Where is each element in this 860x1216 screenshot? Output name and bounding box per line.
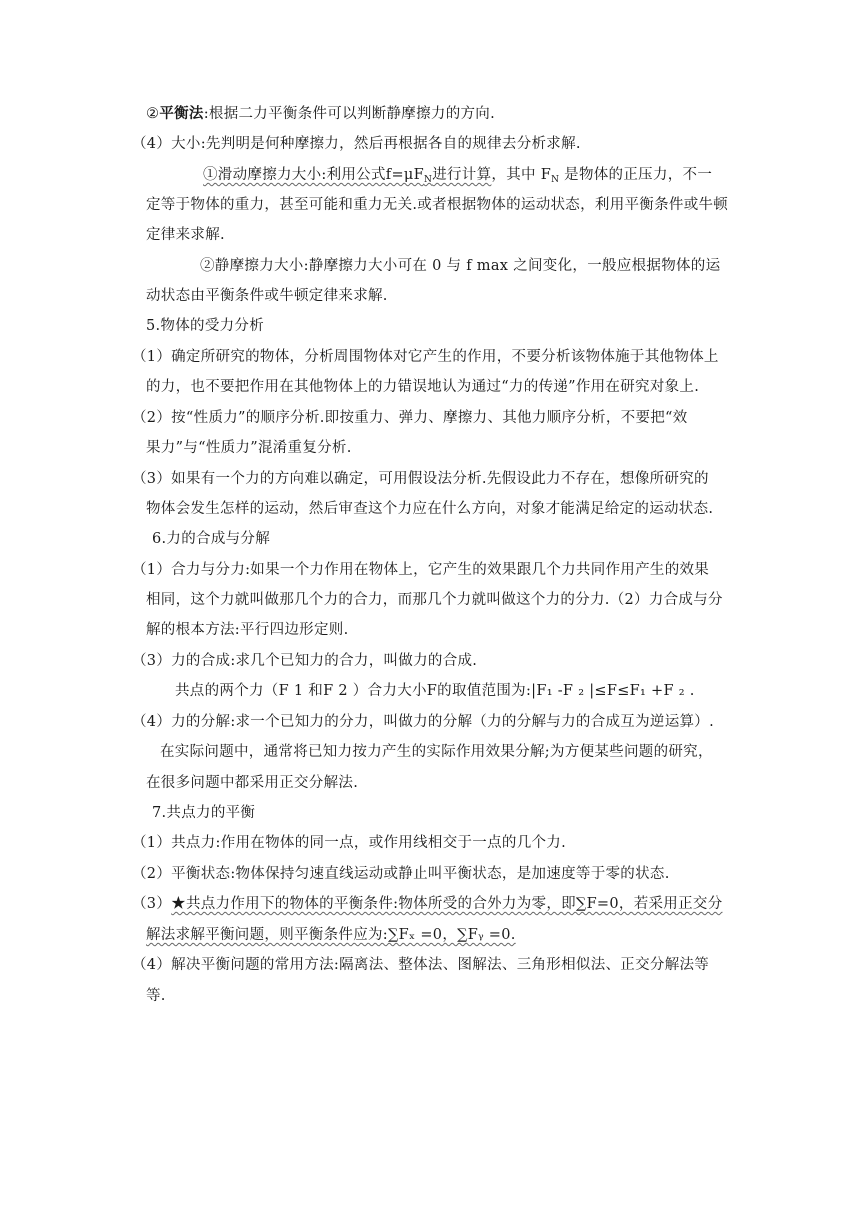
paragraph-line: （2）平衡状态:物体保持匀速直线运动或静止叫平衡状态，是加速度等于零的状态. — [132, 866, 670, 882]
term-balance-method: 平衡法 — [159, 105, 204, 122]
equilibrium-condition-text: ★共点力作用下的物体的平衡条件:物体所受的合外力为零，即∑F=0，若采用正交分 — [171, 896, 723, 912]
paragraph-line: 定等于物体的重力，甚至可能和重力无关.或者根据物体的运动状态，利用平衡条件或牛顿 — [146, 197, 729, 213]
resultant-range-line: 共点的两个力（F 1 和F 2 ）合力大小F的取值范围为:|F₁ -F ₂ |≤F≤F₁ +F ₂ . — [175, 683, 695, 699]
paragraph-line: 动状态由平衡条件或牛顿定律来求解. — [146, 288, 388, 304]
paragraph-line: （4）力的分解:求一个已知力的分力，叫做力的分解（力的分解与力的合成互为逆运算）. — [132, 714, 715, 730]
paragraph-line: （1）确定所研究的物体，分析周围物体对它产生的作用，不要分析该物体施于其他物体上 — [132, 349, 719, 365]
paragraph-line: 在很多问题中都采用正交分解法. — [146, 775, 359, 791]
paragraph-line: （3）如果有一个力的方向难以确定，可用假设法分析.先假设此力不存在，想像所研究的 — [132, 471, 709, 487]
equilibrium-condition-text-cont: 解法求解平衡问题，则平衡条件应为:∑Fₓ =0，∑Fᵧ =0. — [146, 927, 516, 943]
section-heading-6: 6.力的合成与分解 — [152, 531, 271, 547]
paragraph-line: 物体会发生怎样的运动，然后审查这个力应在什么方向，对象才能满足给定的运动状态. — [146, 501, 714, 517]
paragraph-line: 在实际问题中，通常将已知力按力产生的实际作用效果分解;为方便某些问题的研究， — [160, 744, 713, 760]
paragraph-line: （1）合力与分力:如果一个力作用在物体上，它产生的效果跟几个力共同作用产生的效果 — [132, 562, 710, 578]
line-magnitude: （4）大小:先判明是何种摩擦力，然后再根据各自的规律去分析求解. — [132, 136, 581, 152]
line-balance-method — [146, 104, 495, 124]
paragraph-line: 等. — [146, 988, 166, 1004]
paragraph-line: （1）共点力:作用在物体的同一点，或作用线相交于一点的几个力. — [132, 835, 567, 851]
paragraph-line: （3）力的合成:求几个已知力的合力，叫做力的合成. — [132, 653, 478, 669]
line-text: :根据二力平衡条件可以判断静摩擦力的方向. — [203, 106, 496, 122]
circled-number: ② — [146, 106, 160, 122]
paragraph-line: 相同，这个力就叫做那几个力的合力，而那几个力就叫做这个力的分力.（2）力合成与分 — [146, 592, 723, 608]
paragraph-line: 解的根本方法:平行四边形定则. — [146, 622, 349, 638]
paragraph-line: （2）按“性质力”的顺序分析.即按重力、弹力、摩擦力、其他力顺序分析，不要把“效 — [132, 410, 688, 426]
section-heading-5: 5.物体的受力分析 — [146, 318, 265, 334]
paragraph-line: 的力，也不要把作用在其他物体上的力错误地认为通过“力的传递”作用在研究对象上. — [146, 379, 700, 395]
paragraph-line: （4）解决平衡问题的常用方法:隔离法、整体法、图解法、三角形相似法、正交分解法等 — [132, 957, 710, 973]
line-sliding-friction: ①滑动摩擦力大小:利用公式$f=\mu F_N$进行计算，其中 $F_N$ 是物体的正压力，不一 — [203, 167, 713, 185]
line-equilibrium-condition-cont — [146, 925, 516, 945]
paragraph-line: 定律来求解. — [146, 227, 225, 243]
sliding-friction-formula: ①滑动摩擦力大小:利用公式$f=\mu F_N$进行计算 — [203, 167, 492, 185]
line-equilibrium-condition: （3）★共点力作用下的物体的平衡条件:物体所受的合外力为零，即∑F=0，若采用正交分 — [132, 896, 723, 912]
line-static-friction: ②静摩擦力大小:静摩擦力大小可在 0 与 f max 之间变化，一般应根据物体的运 — [200, 258, 721, 274]
paragraph-line: 果力”与“性质力”混淆重复分析. — [146, 440, 352, 456]
section-heading-7: 7.共点力的平衡 — [152, 805, 256, 821]
